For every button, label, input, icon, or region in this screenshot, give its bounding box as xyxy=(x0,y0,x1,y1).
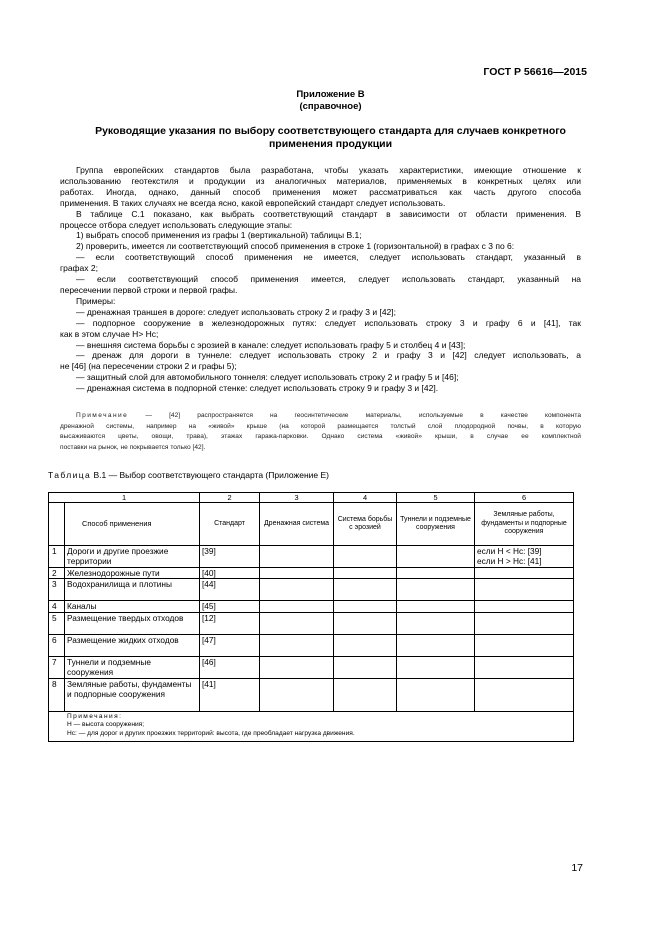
application-cell: Размещение жидких отходов xyxy=(65,634,200,656)
column-number: 2 xyxy=(200,493,260,503)
paragraph-line: — дренажная траншея в дороге: следует использовать строку 2 и графу 3 и [42]; xyxy=(76,306,396,317)
table-caption xyxy=(48,470,329,480)
application-cell: Туннели и подземные сооружения xyxy=(65,656,200,678)
note-line: Примечание — [42] распространяется на геосинтетические материалы, используемые в качестве компонента xyxy=(76,412,581,419)
tunnel-cell xyxy=(397,678,475,711)
tunnel-cell xyxy=(397,568,475,579)
column-number: 6 xyxy=(475,493,574,503)
application-cell: Каналы xyxy=(65,601,200,612)
earthworks-cell: если H < Hc: [39] если H > Hc: [41] xyxy=(475,546,574,568)
note-label: Примечание xyxy=(76,412,129,419)
erosion-cell xyxy=(334,601,397,612)
paragraph-line: В таблице С.1 показано, как выбрать соответствующий стандарт в зависимости от области применения. В xyxy=(76,208,581,219)
tunnel-cell xyxy=(397,579,475,601)
tunnel-cell xyxy=(397,656,475,678)
note-line: высаживаются цветы, овощи, трава), этажах гаража-парковки. Однако система «живой» крыши, в случае ее комплектной xyxy=(60,433,581,441)
paragraph-line: Примеры: xyxy=(76,295,116,306)
erosion-cell xyxy=(334,568,397,579)
paragraph-line: использованию геотекстиля и продукции из аналогичных материалов, применяемых в конкретных целях или xyxy=(60,175,581,186)
paragraph-line: — дренажная система в подпорной стенке: следует использовать строку 9 и графу 3 и [42]. xyxy=(76,383,439,394)
application-cell: Размещение твердых отходов xyxy=(65,612,200,634)
appendix-subtitle: (справочное) xyxy=(299,101,362,112)
earthworks-cell xyxy=(475,634,574,656)
standard-cell: [40] xyxy=(200,568,260,579)
page-number: 17 xyxy=(571,862,583,874)
paragraph-line: Группа европейских стандартов была разработана, чтобы указать характеристики, имеющие отношение к xyxy=(76,165,581,175)
application-cell: Железнодорожные пути xyxy=(65,568,200,579)
drainage-cell xyxy=(260,634,334,656)
row-number: 2 xyxy=(49,568,65,579)
column-header: Система борьбы с эрозией xyxy=(334,503,397,546)
table-row xyxy=(49,568,574,579)
paragraph-line: — внешняя система борьбы с эрозией в канале: следует использовать графу 5 и столбец 4 и [43]; xyxy=(76,339,466,350)
column-number: 1 xyxy=(49,493,200,503)
erosion-cell xyxy=(334,612,397,634)
column-header: Способ применения xyxy=(65,503,200,546)
column-number: 4 xyxy=(334,493,397,503)
standard-cell: [47] xyxy=(200,634,260,656)
earthworks-cell xyxy=(475,656,574,678)
paragraph-line: — если соответствующий способ применения не имеется, следует использовать стандарт, указанный в xyxy=(76,252,581,263)
paragraph-line: графах 2; xyxy=(60,263,98,274)
tunnel-cell xyxy=(397,601,475,612)
application-cell: Земляные работы, фундаменты и подпорные сооружения xyxy=(65,678,200,711)
erosion-cell xyxy=(334,634,397,656)
table-caption-text: В.1 — Выбор соответствующего стандарта (Приложение Е) xyxy=(91,470,329,480)
header-row xyxy=(49,503,574,546)
table-row xyxy=(49,678,574,711)
erosion-cell xyxy=(334,678,397,711)
earthworks-cell xyxy=(475,612,574,634)
table-footnote-label: Примечания: xyxy=(67,712,123,720)
table-footnote-row xyxy=(49,711,574,741)
column-number-row xyxy=(49,493,574,503)
tunnel-cell xyxy=(397,612,475,634)
note-line: поставки на рынок, не покрывается только [42]. xyxy=(60,443,206,451)
standard-cell: [44] xyxy=(200,579,260,601)
table-footnote-line: Hc: — для дорог и других проезжих территорий: высота, где преобладает нагрузка движения. xyxy=(67,730,355,737)
row-number: 4 xyxy=(49,601,65,612)
table-caption-label: Таблица xyxy=(48,470,92,480)
row-number-header xyxy=(49,503,65,546)
section-title-line: применения продукции xyxy=(268,138,393,150)
column-number: 3 xyxy=(260,493,334,503)
erosion-cell xyxy=(334,656,397,678)
column-header: Стандарт xyxy=(200,503,260,546)
document-code: ГОСТ Р 56616—2015 xyxy=(483,66,587,78)
drainage-cell xyxy=(260,546,334,568)
section-title xyxy=(60,125,601,151)
standard-cell: [46] xyxy=(200,656,260,678)
paragraph-line: не [46] (на пересечении строки 2 и графы 5); xyxy=(60,361,237,372)
earthworks-cell xyxy=(475,568,574,579)
paragraph-line: работах. Иногда, однако, данный способ применения может рассматриваться как часть другого способа xyxy=(60,186,581,197)
table-row xyxy=(49,601,574,612)
row-number: 6 xyxy=(49,634,65,656)
paragraph-line: 1) выбрать способ применения из графы 1 (вертикальной) таблицы В.1; xyxy=(76,230,362,241)
application-cell: Дороги и другие проезжие территории xyxy=(65,546,200,568)
erosion-cell xyxy=(334,579,397,601)
table-row xyxy=(49,579,574,601)
paragraph-line: — подпорное сооружение в железнодорожных путях: следует использовать строку 3 и графу 6 и [41], так xyxy=(76,317,581,328)
row-number: 1 xyxy=(49,546,65,568)
tunnel-cell xyxy=(397,546,475,568)
tunnel-cell xyxy=(397,634,475,656)
drainage-cell xyxy=(260,612,334,634)
appendix-title: Приложение В xyxy=(296,89,365,100)
paragraph-line: 2) проверить, имеется ли соответствующий способ применения в строке 1 (горизонтальной) в графах с 3 по 6: xyxy=(76,241,515,252)
column-number: 5 xyxy=(397,493,475,503)
drainage-cell xyxy=(260,568,334,579)
paragraph-line: процессе отбора следует использовать следующие этапы: xyxy=(60,219,293,230)
table-row xyxy=(49,612,574,634)
paragraph-line: — дренаж для дороги в туннеле: следует использовать строку 2 и графу 3 и [42] следует использовать, а xyxy=(76,350,581,361)
drainage-cell xyxy=(260,601,334,612)
drainage-cell xyxy=(260,656,334,678)
standard-cell: [39] xyxy=(200,546,260,568)
appendix-heading xyxy=(0,89,661,113)
standards-table xyxy=(48,492,574,742)
paragraph-line: как в этом случае H> Hc; xyxy=(60,328,159,339)
paragraph-line: — защитный слой для автомобильного тоннеля: следует использовать строку 2 и графу 5 и [46]; xyxy=(76,372,459,383)
drainage-cell xyxy=(260,579,334,601)
paragraph-line: применения. В таких случаях не всегда ясно, какой европейский стандарт следует использовать. xyxy=(60,197,446,208)
table-row xyxy=(49,546,574,568)
application-cell: Водохранилища и плотины xyxy=(65,579,200,601)
paragraph-line: — если соответствующий способ применения имеется, следует использовать стандарт, указанный на xyxy=(76,274,581,285)
section-title-line: Руководящие указания по выбору соответствующего стандарта для случаев конкретного xyxy=(95,125,566,137)
table-row xyxy=(49,634,574,656)
drainage-cell xyxy=(260,678,334,711)
table-footnote xyxy=(49,711,574,741)
row-number: 5 xyxy=(49,612,65,634)
earthworks-cell xyxy=(475,601,574,612)
erosion-cell xyxy=(334,546,397,568)
earthworks-cell xyxy=(475,678,574,711)
table-footnote-line: H — высота сооружения; xyxy=(67,721,145,729)
standard-cell: [45] xyxy=(200,601,260,612)
note-block xyxy=(60,411,581,453)
note-line: дренажной системы, например на «живой» крыше (на которой размещается толстый слой плодородной почвы, в которую xyxy=(60,422,581,430)
row-number: 3 xyxy=(49,579,65,601)
table-row xyxy=(49,656,574,678)
body-text xyxy=(60,165,581,394)
earthworks-cell xyxy=(475,579,574,601)
standard-cell: [41] xyxy=(200,678,260,711)
row-number: 7 xyxy=(49,656,65,678)
column-header: Земляные работы, фундаменты и подпорные сооружения xyxy=(475,503,574,546)
column-header: Дренажная система xyxy=(260,503,334,546)
row-number: 8 xyxy=(49,678,65,711)
standard-cell: [12] xyxy=(200,612,260,634)
column-header: Туннели и подземные сооружения xyxy=(397,503,475,546)
paragraph-line: пересечении первой строки и первой графы. xyxy=(60,284,238,295)
